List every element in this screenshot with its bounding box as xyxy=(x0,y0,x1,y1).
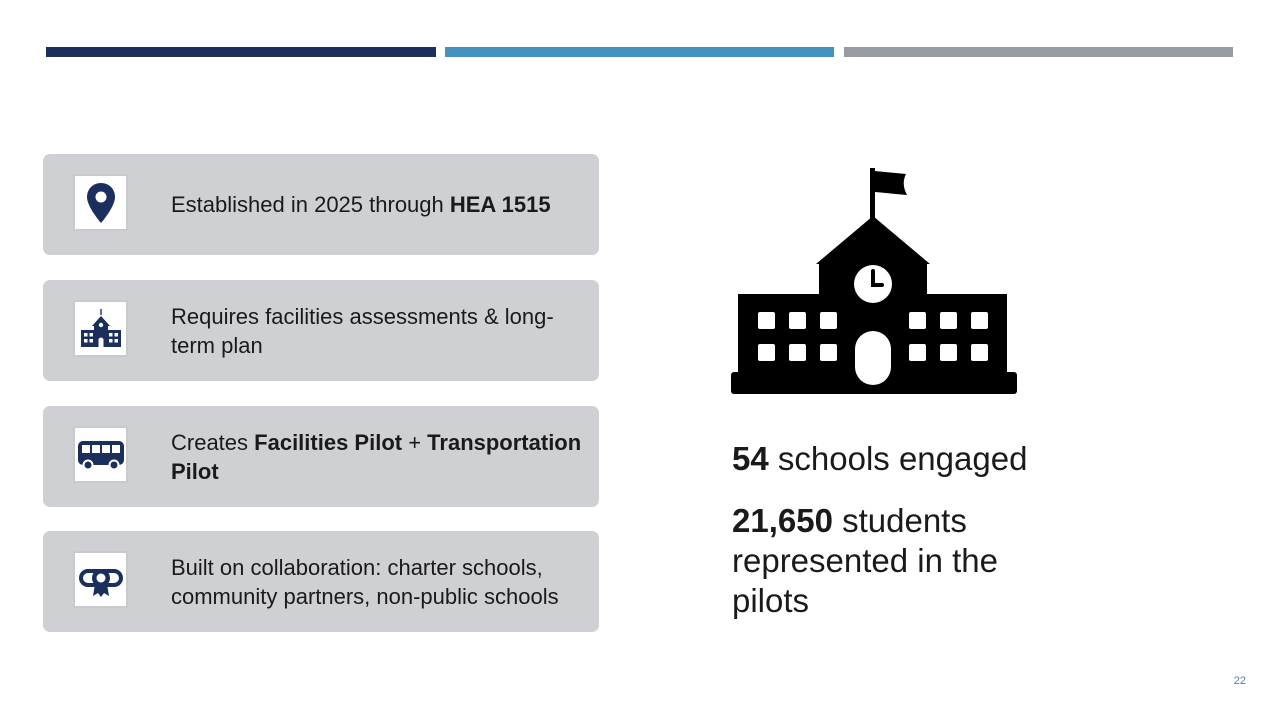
schoolhouse-icon xyxy=(731,168,1018,396)
stat-schools-engaged: 54 schools engaged xyxy=(732,440,1028,477)
card-text: Established in 2025 through HEA 1515 xyxy=(171,192,551,217)
info-card-collaboration xyxy=(43,531,599,632)
accent-bar-blue xyxy=(445,47,834,57)
school-building-icon xyxy=(73,300,128,357)
accent-bar-navy xyxy=(46,47,436,57)
info-card-pilots xyxy=(43,406,599,507)
card-text: Built on collaboration: charter schools, community partners, non-public schools xyxy=(171,554,559,609)
stat-students-represented: 21,650 students represented in the pilots xyxy=(732,502,999,619)
card-text: Creates Facilities Pilot + Transportation Pilot xyxy=(171,429,582,484)
accent-bar-gray xyxy=(844,47,1233,57)
page-number: 22 xyxy=(1233,675,1246,687)
diploma-icon xyxy=(73,551,128,608)
bus-icon xyxy=(73,426,128,483)
map-pin-icon xyxy=(73,174,128,231)
info-card-assessments xyxy=(43,280,599,381)
info-card-established xyxy=(43,154,599,255)
card-text: Requires facilities assessments & long-term plan xyxy=(171,303,554,358)
